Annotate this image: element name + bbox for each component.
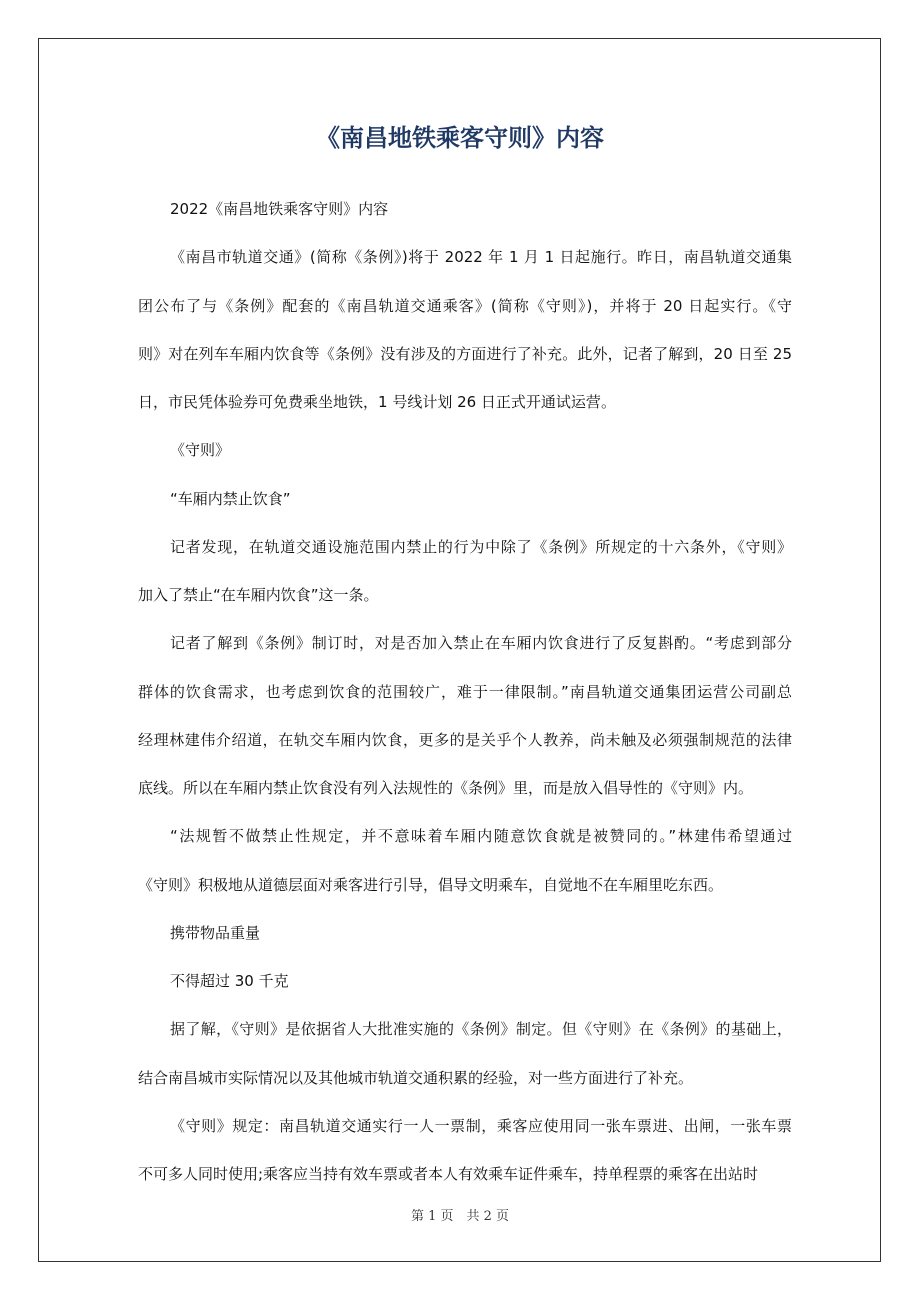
- paragraph-line: 底线。所以在车厢内禁止饮食没有列入法规性的《条例》里，而是放入倡导性的《守则》内。: [138, 779, 754, 797]
- paragraph-line: 日，市民凭体验券可免费乘坐地铁，1 号线计划 26 日正式开通试运营。: [138, 393, 616, 411]
- paragraph-line: 《守则》: [170, 441, 231, 460]
- paragraph-line: 不得超过 30 千克: [170, 972, 289, 990]
- paragraph-line: “法规暂不做禁止性规定，并不意味着车厢内随意饮食就是被赞同的。”林建伟希望通过: [170, 827, 792, 846]
- paragraph-line: “车厢内禁止饮食”: [170, 489, 291, 508]
- paragraph-line: 记者了解到《条例》制订时，对是否加入禁止在车厢内饮食进行了反复斟酌。“考虑到部分: [170, 634, 792, 653]
- paragraph-line: 经理林建伟介绍道，在轨交车厢内饮食，更多的是关乎个人教养，尚未触及必须强制规范的法律: [138, 730, 792, 749]
- paragraph-line: 携带物品重量: [170, 923, 261, 942]
- paragraph-line: 结合南昌城市实际情况以及其他城市轨道交通积累的经验，对一些方面进行了补充。: [138, 1068, 694, 1087]
- paragraph-line: 2022《南昌地铁乘客守则》内容: [170, 200, 389, 218]
- paragraph-line: 《守则》积极地从道德层面对乘客进行引导，倡导文明乘车，自觉地不在车厢里吃东西。: [138, 875, 724, 894]
- paragraph-line: 加入了禁止“在车厢内饮食”这一条。: [138, 586, 379, 604]
- paragraph-line: 则》对在列车车厢内饮食等《条例》没有涉及的方面进行了补充。此外，记者了解到，20 日至 25: [138, 344, 792, 363]
- page-footer: 第 1 页 共 2 页: [410, 1209, 510, 1224]
- document-body: [138, 185, 792, 1198]
- paragraph-line: 群体的饮食需求，也考虑到饮食的范围较广，难于一律限制。”南昌轨道交通集团运营公司副总: [138, 682, 792, 701]
- paragraph-line: 据了解，《守则》是依据省人大批准实施的《条例》制定。但《守则》在《条例》的基础上，: [170, 1020, 792, 1039]
- paragraph-line: 不可多人同时使用;乘客应当持有效车票或者本人有效乘车证件乘车，持单程票的乘客在出站时: [138, 1165, 759, 1183]
- paragraph-line: 记者发现，在轨道交通设施范围内禁止的行为中除了《条例》所规定的十六条外，《守则》: [170, 537, 792, 556]
- paragraph-line: 团公布了与《条例》配套的《南昌轨道交通乘客》(简称《守则》)，并将于 20 日起实行。《守: [138, 296, 792, 315]
- document-title: 《南昌地铁乘客守则》内容: [316, 124, 604, 152]
- paragraph-line: 《守则》规定：南昌轨道交通实行一人一票制，乘客应使用同一张车票进、出闸，一张车票: [170, 1116, 792, 1135]
- paragraph-line: 《南昌市轨道交通》(简称《条例》)将于 2022 年 1 月 1 日起施行。昨日，南昌轨道交通集: [170, 248, 792, 267]
